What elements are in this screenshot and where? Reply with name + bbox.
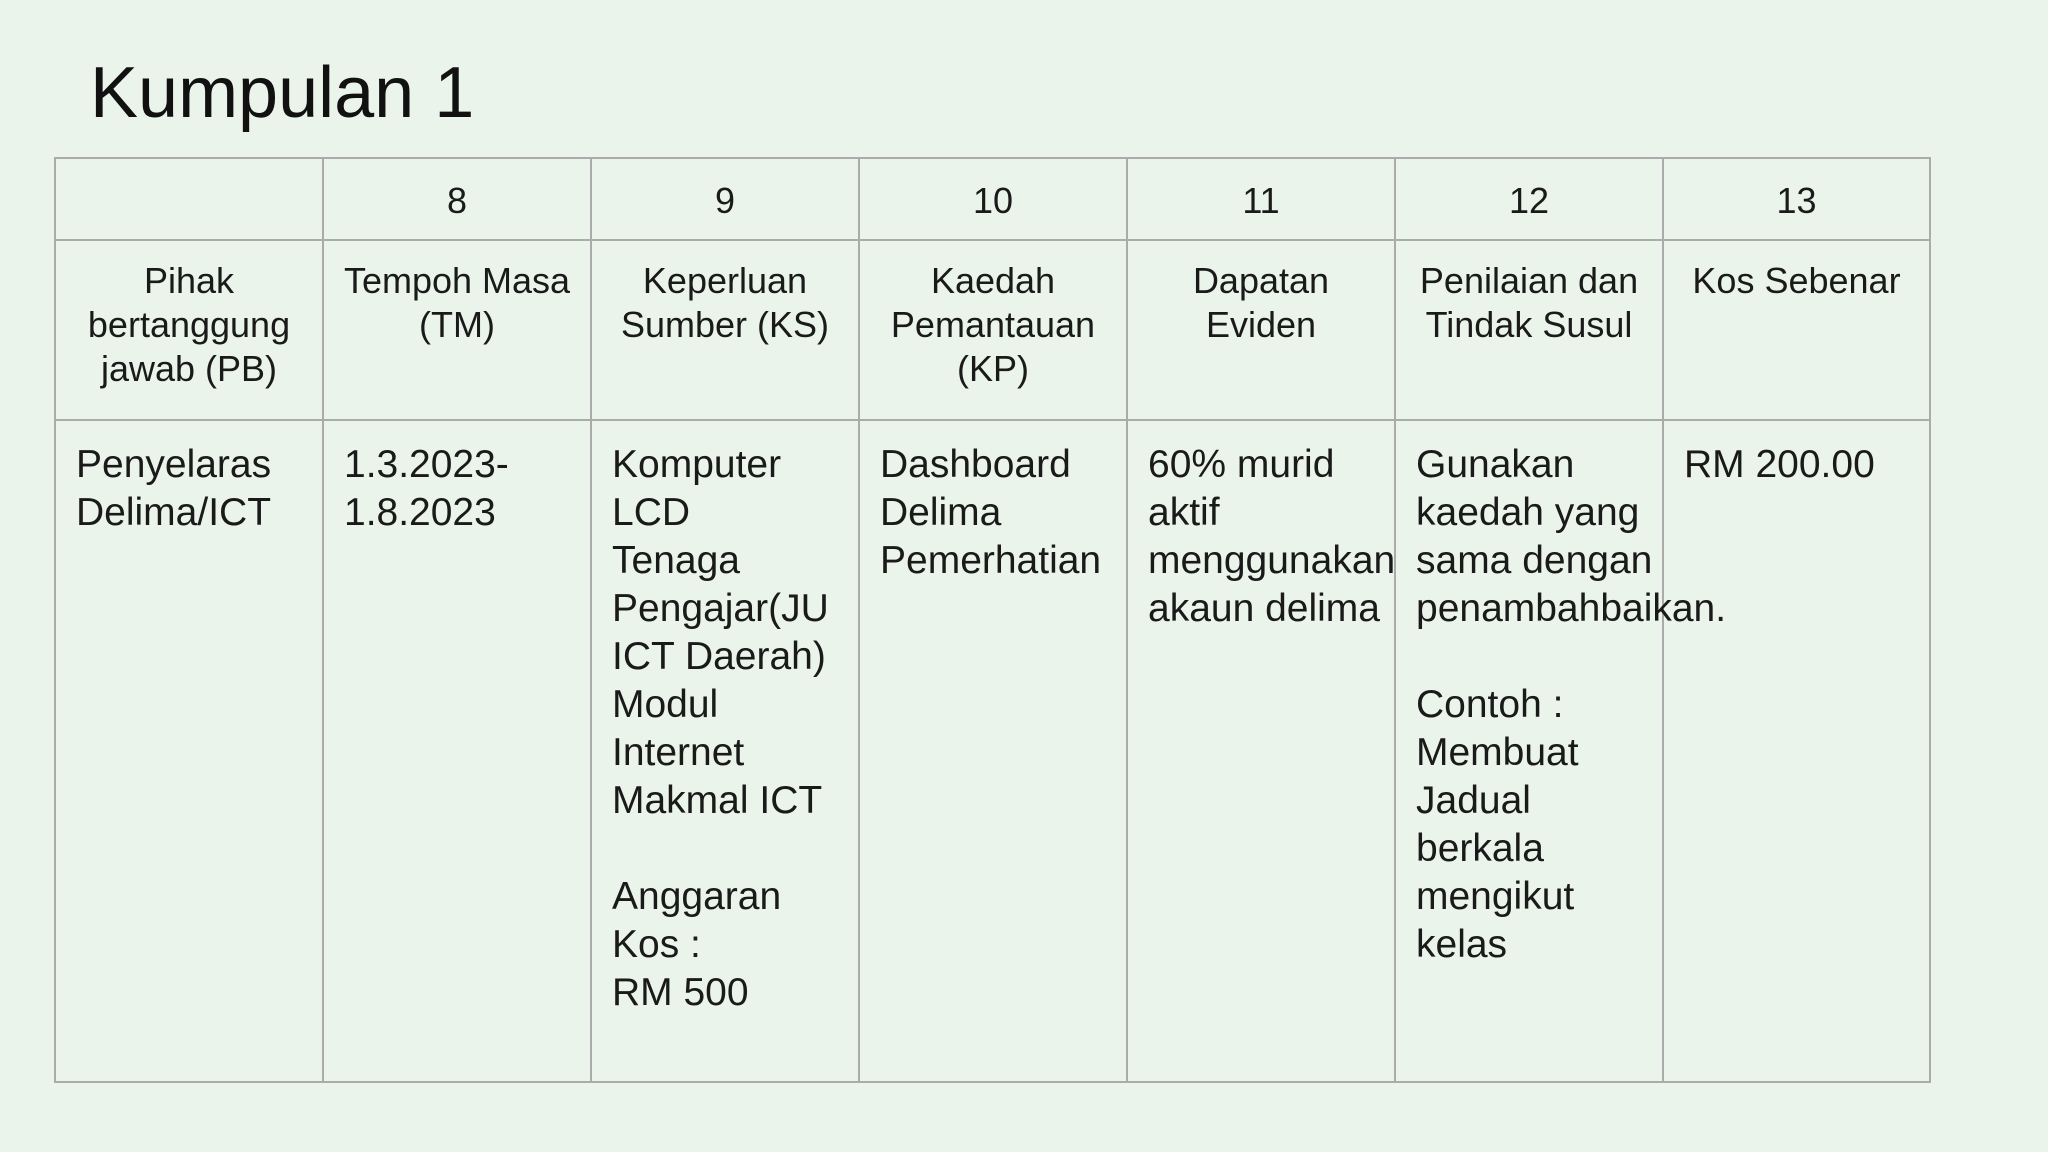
header-keperluan-sumber: Keperluan Sumber (KS) — [591, 240, 859, 420]
header-kos-sebenar: Kos Sebenar — [1663, 240, 1930, 420]
number-cell-13: 13 — [1663, 158, 1930, 240]
cell-kaedah-pemantauan: Dashboard Delima Pemerhatian — [859, 420, 1127, 1082]
number-cell-8: 8 — [323, 158, 591, 240]
cell-pihak-bertanggung-jawab: Penyelaras Delima/ICT — [55, 420, 323, 1082]
cell-penilaian-tindak-susul: Gunakan kaedah yang sama dengan penambahbaikan. Contoh : Membuat Jadual berkala mengikut kelas — [1395, 420, 1663, 1082]
slide-title: Kumpulan 1 — [90, 53, 475, 133]
cell-tempoh-masa: 1.3.2023- 1.8.2023 — [323, 420, 591, 1082]
number-row — [55, 158, 1930, 240]
header-pihak-bertanggung-jawab: Pihak bertanggung jawab (PB) — [55, 240, 323, 420]
number-cell-blank — [55, 158, 323, 240]
cell-keperluan-sumber: Komputer LCD Tenaga Pengajar(JU ICT Daerah) Modul Internet Makmal ICT Anggaran Kos : RM 500 — [591, 420, 859, 1082]
number-cell-11: 11 — [1127, 158, 1395, 240]
header-penilaian-tindak-susul: Penilaian dan Tindak Susul — [1395, 240, 1663, 420]
number-cell-9: 9 — [591, 158, 859, 240]
header-kaedah-pemantauan: Kaedah Pemantauan (KP) — [859, 240, 1127, 420]
table-row — [55, 420, 1930, 1082]
cell-kos-sebenar: RM 200.00 — [1663, 420, 1930, 1082]
header-tempoh-masa: Tempoh Masa (TM) — [323, 240, 591, 420]
header-row — [55, 240, 1930, 420]
number-cell-10: 10 — [859, 158, 1127, 240]
number-cell-12: 12 — [1395, 158, 1663, 240]
header-dapatan-eviden: Dapatan Eviden — [1127, 240, 1395, 420]
cell-dapatan-eviden: 60% murid aktif menggunakan akaun delima — [1127, 420, 1395, 1082]
action-plan-table — [54, 157, 1931, 1083]
